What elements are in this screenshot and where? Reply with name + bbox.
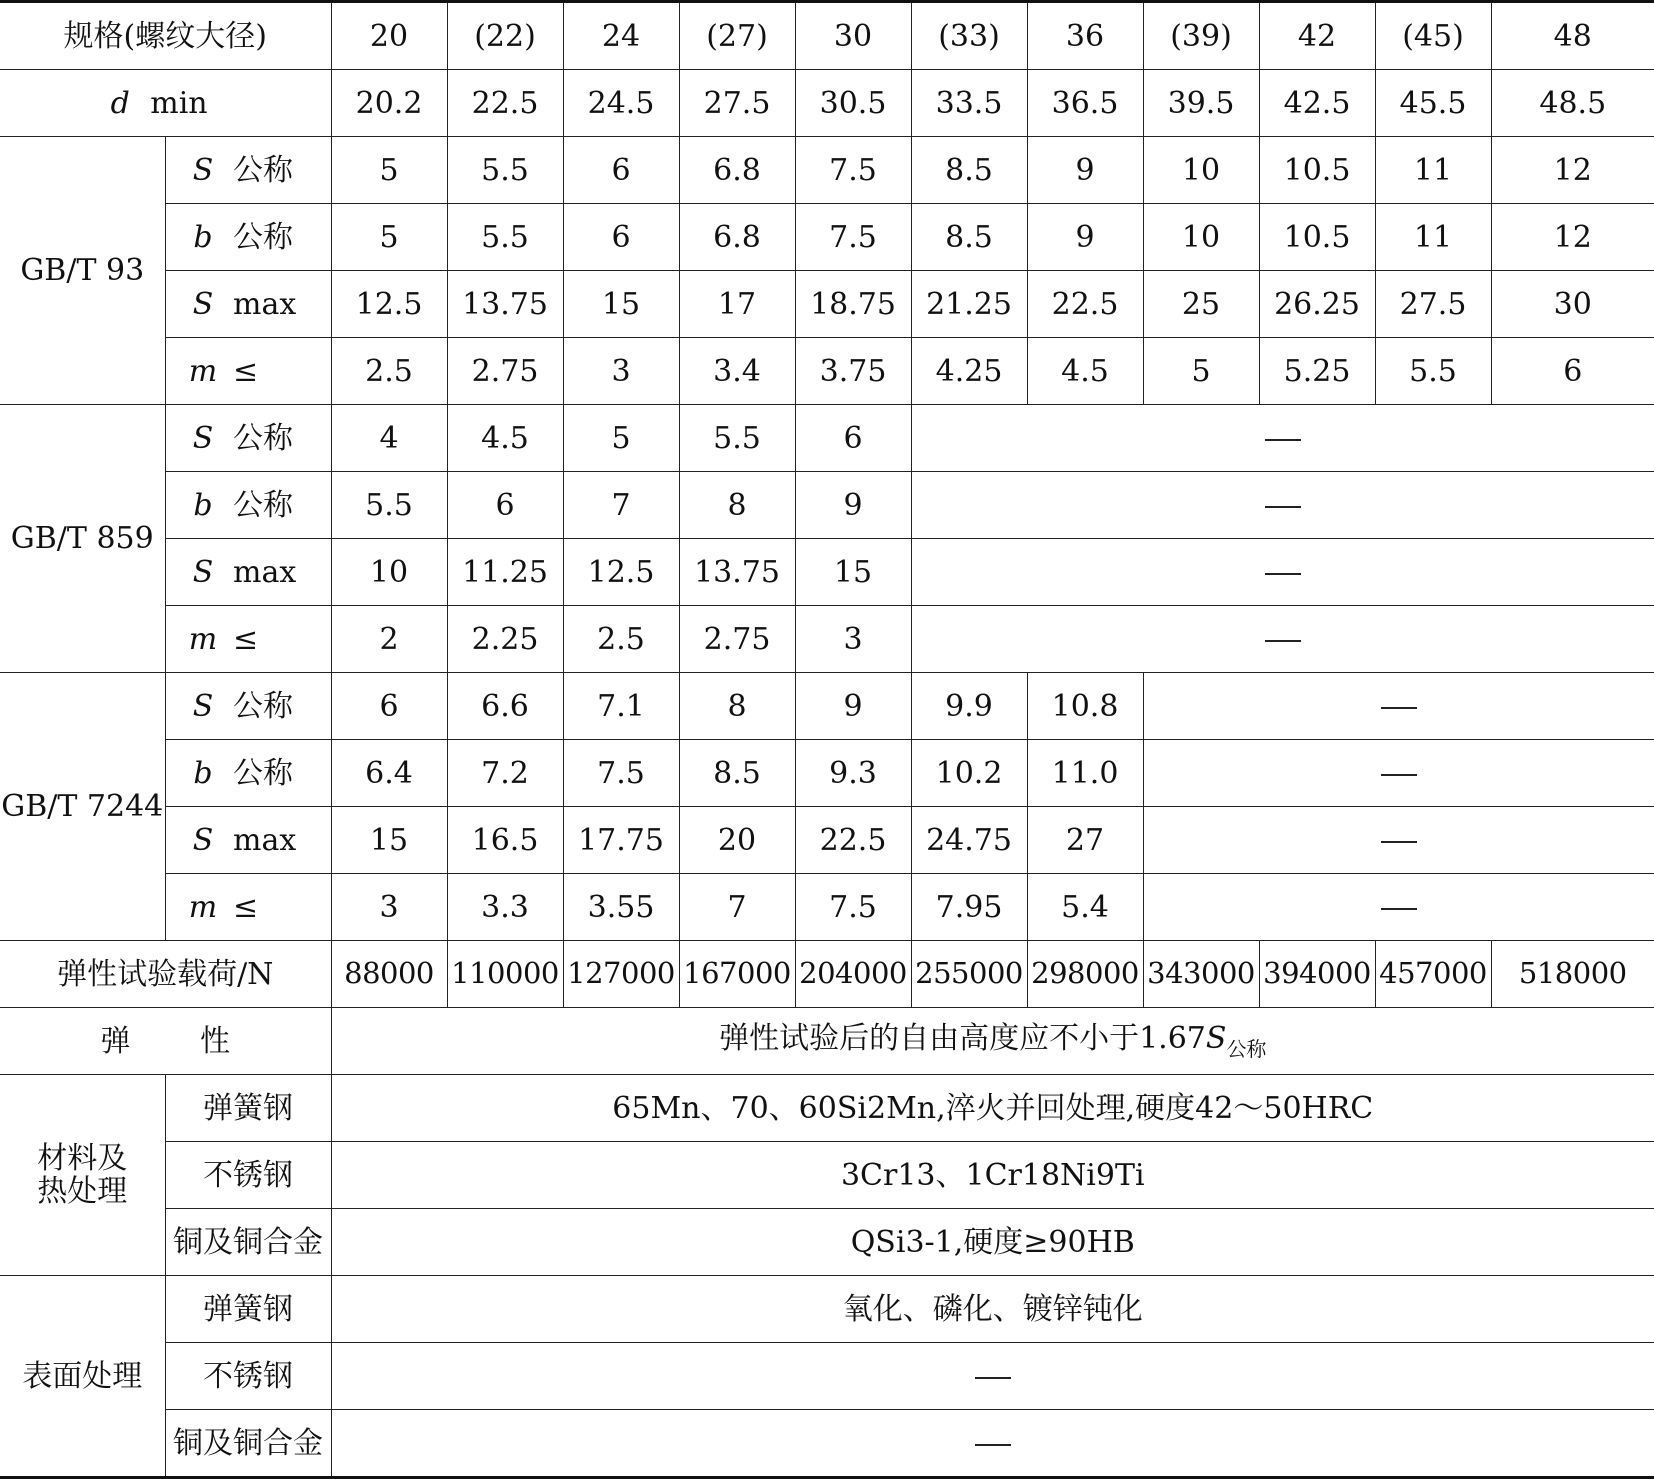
surface-row: [0, 1410, 1654, 1478]
value-cell: 11.25: [447, 539, 563, 606]
load-cell: 394000: [1259, 941, 1375, 1008]
param-qualifier: 公称: [233, 219, 293, 255]
value-cell: 3: [331, 874, 447, 941]
surface-material-name: 弹簧钢: [165, 1276, 331, 1343]
load-cell: 167000: [679, 941, 795, 1008]
d-min-cell: 42.5: [1259, 70, 1375, 137]
value-cell: 2.75: [679, 606, 795, 673]
value-cell: 17.75: [563, 807, 679, 874]
param-symbol: S: [192, 420, 214, 456]
value-cell: 4.5: [447, 405, 563, 472]
value-cell: 8.5: [911, 137, 1027, 204]
value-cell: 11: [1375, 137, 1491, 204]
d-min-cell: 39.5: [1143, 70, 1259, 137]
value-cell: 8.5: [911, 204, 1027, 271]
value-cell: 11.0: [1027, 740, 1143, 807]
gb7244-row: [0, 740, 1654, 807]
elasticity-symbol: S: [1205, 1021, 1227, 1056]
value-cell: 21.25: [911, 271, 1027, 338]
param-symbol: m: [188, 353, 218, 389]
standard-gb859-label: GB/T 859: [0, 405, 165, 673]
d-min-row: [0, 70, 1654, 137]
param-symbol: b: [193, 219, 213, 255]
dash-mark: [1381, 774, 1417, 776]
value-cell: 5.25: [1259, 338, 1375, 405]
elasticity-label-text: 弹 性: [100, 1023, 231, 1059]
value-cell: 2.75: [447, 338, 563, 405]
param-label: [165, 472, 331, 539]
dash-mark: [1265, 640, 1301, 642]
param-label: [165, 539, 331, 606]
elasticity-text: 弹性试验后的自由高度应不小于1.67: [719, 1021, 1206, 1056]
d-min-cell: 27.5: [679, 70, 795, 137]
elasticity-label: [0, 1008, 331, 1075]
d-min-cell: 33.5: [911, 70, 1027, 137]
material-row: [0, 1075, 1654, 1142]
param-qualifier: ≤: [233, 621, 259, 657]
value-cell: 3.4: [679, 338, 795, 405]
value-cell: 10: [331, 539, 447, 606]
value-cell: 7.5: [795, 137, 911, 204]
value-cell: 5.4: [1027, 874, 1143, 941]
value-cell: 2: [331, 606, 447, 673]
material-name: 弹簧钢: [165, 1075, 331, 1142]
value-cell: 22.5: [795, 807, 911, 874]
value-cell: 9: [795, 472, 911, 539]
not-applicable-cell: [911, 472, 1654, 539]
param-symbol: d: [110, 85, 130, 121]
value-cell: 7.5: [563, 740, 679, 807]
test-load-row: [0, 941, 1654, 1008]
value-cell: 9.3: [795, 740, 911, 807]
value-cell: 5: [331, 137, 447, 204]
param-label: [165, 137, 331, 204]
value-cell: 2.5: [563, 606, 679, 673]
param-label: [165, 673, 331, 740]
param-label: [165, 271, 331, 338]
not-applicable-cell: [911, 539, 1654, 606]
value-cell: 2.5: [331, 338, 447, 405]
d-min-label: [0, 70, 331, 137]
value-cell: 15: [563, 271, 679, 338]
gb93-row: [0, 137, 1654, 204]
dash-mark: [975, 1444, 1011, 1446]
value-cell: 4.5: [1027, 338, 1143, 405]
dash-mark: [1265, 573, 1301, 575]
value-cell: 6.4: [331, 740, 447, 807]
value-cell: 25: [1143, 271, 1259, 338]
value-cell: 17: [679, 271, 795, 338]
material-value: QSi3-1,硬度≥90HB: [331, 1209, 1654, 1276]
surface-value: 氧化、磷化、镀锌钝化: [331, 1276, 1654, 1343]
material-label-line: 热处理: [37, 1174, 128, 1209]
value-cell: 5.5: [447, 137, 563, 204]
material-label-line: 材料及: [37, 1141, 128, 1176]
value-cell: 13.75: [447, 271, 563, 338]
param-qualifier: 公称: [233, 487, 293, 523]
size-header-cell: (22): [447, 2, 563, 70]
material-row: [0, 1142, 1654, 1209]
elasticity-row: [0, 1008, 1654, 1075]
value-cell: 27: [1027, 807, 1143, 874]
param-label: [165, 338, 331, 405]
gb859-row: [0, 472, 1654, 539]
gb7244-row: [0, 807, 1654, 874]
param-qualifier: 公称: [233, 152, 293, 188]
value-cell: 26.25: [1259, 271, 1375, 338]
surface-row: [0, 1276, 1654, 1343]
value-cell: 6: [1491, 338, 1654, 405]
d-min-cell: 30.5: [795, 70, 911, 137]
value-cell: 6.8: [679, 204, 795, 271]
gb859-row: [0, 606, 1654, 673]
size-header-cell: (39): [1143, 2, 1259, 70]
value-cell: 6.6: [447, 673, 563, 740]
dash-mark: [975, 1377, 1011, 1379]
value-cell: 7.1: [563, 673, 679, 740]
value-cell: 6: [447, 472, 563, 539]
size-header-cell: (45): [1375, 2, 1491, 70]
value-cell: 10.5: [1259, 204, 1375, 271]
param-symbol: b: [193, 755, 213, 791]
load-cell: 88000: [331, 941, 447, 1008]
d-min-cell: 22.5: [447, 70, 563, 137]
d-min-cell: 24.5: [563, 70, 679, 137]
load-cell: 255000: [911, 941, 1027, 1008]
size-header-cell: (33): [911, 2, 1027, 70]
surface-material-name: 不锈钢: [165, 1343, 331, 1410]
surface-material-name: 铜及铜合金: [165, 1410, 331, 1478]
size-header-cell: (27): [679, 2, 795, 70]
d-min-cell: 20.2: [331, 70, 447, 137]
not-applicable-cell: [911, 606, 1654, 673]
header-row: [0, 2, 1654, 70]
gb93-row: [0, 271, 1654, 338]
value-cell: 5.5: [1375, 338, 1491, 405]
not-applicable-cell: [1143, 874, 1654, 941]
value-cell: 6: [563, 204, 679, 271]
value-cell: 10.2: [911, 740, 1027, 807]
value-cell: 5: [563, 405, 679, 472]
material-value: 65Mn、70、60Si2Mn,淬火并回处理,硬度42～50HRC: [331, 1075, 1654, 1142]
param-qualifier: max: [233, 286, 297, 322]
value-cell: 9.9: [911, 673, 1027, 740]
size-header-cell: 48: [1491, 2, 1654, 70]
param-label: [165, 405, 331, 472]
param-qualifier: max: [233, 554, 297, 590]
value-cell: 7.95: [911, 874, 1027, 941]
material-name: 不锈钢: [165, 1142, 331, 1209]
not-applicable-cell: [331, 1343, 1654, 1410]
value-cell: 5.5: [679, 405, 795, 472]
standard-gb93-label: GB/T 93: [0, 137, 165, 405]
load-cell: 110000: [447, 941, 563, 1008]
param-symbol: S: [192, 286, 214, 322]
value-cell: 13.75: [679, 539, 795, 606]
value-cell: 7.5: [795, 204, 911, 271]
param-qualifier: min: [150, 85, 208, 121]
value-cell: 10: [1143, 137, 1259, 204]
param-symbol: S: [192, 554, 214, 590]
size-header-label: 规格(螺纹大径): [0, 2, 331, 70]
d-min-cell: 36.5: [1027, 70, 1143, 137]
value-cell: 9: [795, 673, 911, 740]
param-label: [165, 740, 331, 807]
value-cell: 10.8: [1027, 673, 1143, 740]
value-cell: 30: [1491, 271, 1654, 338]
material-row: [0, 1209, 1654, 1276]
param-symbol: S: [192, 822, 214, 858]
load-cell: 127000: [563, 941, 679, 1008]
value-cell: 15: [795, 539, 911, 606]
dash-mark: [1381, 707, 1417, 709]
param-symbol: m: [188, 621, 218, 657]
value-cell: 18.75: [795, 271, 911, 338]
dash-mark: [1265, 439, 1301, 441]
param-qualifier: ≤: [233, 353, 259, 389]
material-name: 铜及铜合金: [165, 1209, 331, 1276]
param-symbol: S: [192, 688, 214, 724]
value-cell: 3: [563, 338, 679, 405]
value-cell: 6.8: [679, 137, 795, 204]
value-cell: 4.25: [911, 338, 1027, 405]
value-cell: 11: [1375, 204, 1491, 271]
param-label: [165, 807, 331, 874]
value-cell: 7: [563, 472, 679, 539]
value-cell: 15: [331, 807, 447, 874]
value-cell: 20: [679, 807, 795, 874]
value-cell: 5: [1143, 338, 1259, 405]
d-min-cell: 45.5: [1375, 70, 1491, 137]
value-cell: 3.3: [447, 874, 563, 941]
gb7244-row: [0, 874, 1654, 941]
param-qualifier: max: [233, 822, 297, 858]
value-cell: 9: [1027, 204, 1143, 271]
size-header-cell: 24: [563, 2, 679, 70]
param-qualifier: 公称: [233, 688, 293, 724]
param-label: [165, 874, 331, 941]
dash-mark: [1265, 506, 1301, 508]
value-cell: 2.25: [447, 606, 563, 673]
test-load-label: 弹性试验载荷/N: [0, 941, 331, 1008]
load-cell: 298000: [1027, 941, 1143, 1008]
value-cell: 3.75: [795, 338, 911, 405]
value-cell: 7.5: [795, 874, 911, 941]
value-cell: 16.5: [447, 807, 563, 874]
value-cell: 6: [331, 673, 447, 740]
value-cell: 4: [331, 405, 447, 472]
not-applicable-cell: [1143, 673, 1654, 740]
value-cell: 10: [1143, 204, 1259, 271]
load-cell: 343000: [1143, 941, 1259, 1008]
load-cell: 457000: [1375, 941, 1491, 1008]
gb93-row: [0, 338, 1654, 405]
d-min-cell: 48.5: [1491, 70, 1654, 137]
value-cell: 22.5: [1027, 271, 1143, 338]
not-applicable-cell: [331, 1410, 1654, 1478]
gb93-row: [0, 204, 1654, 271]
load-cell: 204000: [795, 941, 911, 1008]
param-qualifier: ≤: [233, 889, 259, 925]
dash-mark: [1381, 908, 1417, 910]
elasticity-subscript: 公称: [1226, 1037, 1267, 1061]
size-header-cell: 36: [1027, 2, 1143, 70]
surface-group-label: 表面处理: [0, 1276, 165, 1478]
standard-gb7244-label: GB/T 7244: [0, 673, 165, 941]
param-symbol: b: [193, 487, 213, 523]
gb859-row: [0, 405, 1654, 472]
elasticity-requirement: [331, 1008, 1654, 1075]
value-cell: 7.2: [447, 740, 563, 807]
value-cell: 9: [1027, 137, 1143, 204]
gb7244-row: [0, 673, 1654, 740]
param-label: [165, 606, 331, 673]
param-qualifier: 公称: [233, 420, 293, 456]
value-cell: 24.75: [911, 807, 1027, 874]
value-cell: 8.5: [679, 740, 795, 807]
dash-mark: [1381, 841, 1417, 843]
surface-row: [0, 1343, 1654, 1410]
value-cell: 5.5: [447, 204, 563, 271]
value-cell: 6: [563, 137, 679, 204]
material-value: 3Cr13、1Cr18Ni9Ti: [331, 1142, 1654, 1209]
value-cell: 3: [795, 606, 911, 673]
material-group-label: [0, 1075, 165, 1276]
value-cell: 27.5: [1375, 271, 1491, 338]
size-header-cell: 30: [795, 2, 911, 70]
not-applicable-cell: [1143, 807, 1654, 874]
not-applicable-cell: [1143, 740, 1654, 807]
value-cell: 5: [331, 204, 447, 271]
param-symbol: S: [192, 152, 214, 188]
value-cell: 3.55: [563, 874, 679, 941]
size-header-cell: 42: [1259, 2, 1375, 70]
param-qualifier: 公称: [233, 755, 293, 791]
gb859-row: [0, 539, 1654, 606]
value-cell: 6: [795, 405, 911, 472]
value-cell: 5.5: [331, 472, 447, 539]
value-cell: 12.5: [563, 539, 679, 606]
size-header-cell: 20: [331, 2, 447, 70]
param-label: [165, 204, 331, 271]
value-cell: 12.5: [331, 271, 447, 338]
param-symbol: m: [188, 889, 218, 925]
value-cell: 12: [1491, 137, 1654, 204]
value-cell: 12: [1491, 204, 1654, 271]
value-cell: 8: [679, 472, 795, 539]
load-cell: 518000: [1491, 941, 1654, 1008]
value-cell: 8: [679, 673, 795, 740]
value-cell: 7: [679, 874, 795, 941]
not-applicable-cell: [911, 405, 1654, 472]
value-cell: 10.5: [1259, 137, 1375, 204]
